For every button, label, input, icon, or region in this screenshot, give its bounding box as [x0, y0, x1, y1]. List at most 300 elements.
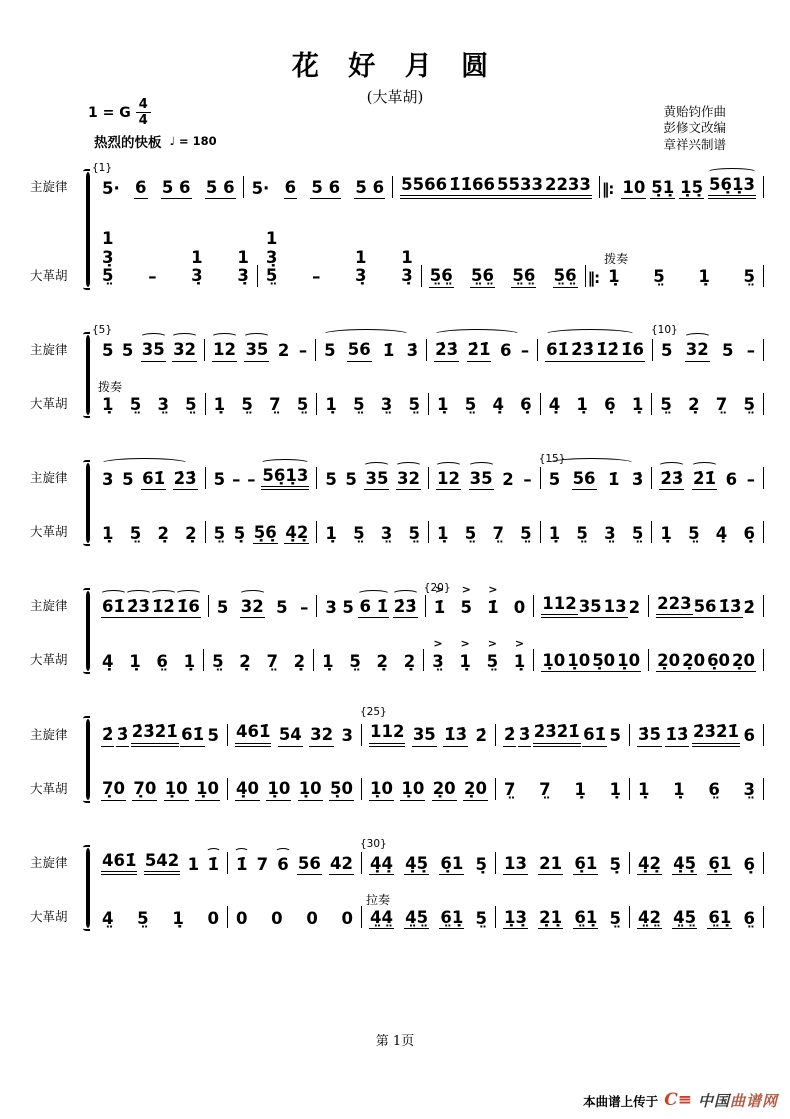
note-token: 7̣0: [101, 780, 126, 800]
measure: [362, 892, 495, 929]
note-token: 3̤ >: [431, 653, 444, 672]
note-token: 56̣1̣3: [708, 176, 756, 199]
note-token: 3̇: [631, 469, 644, 489]
note-token: 5̤: [475, 908, 487, 928]
part-label-gehu: 大革胡: [30, 395, 68, 411]
note-token: 6̤: [156, 652, 168, 672]
note-token: 1̣0: [195, 780, 220, 800]
gehu-line: [30, 375, 764, 416]
page-number: 第 1页: [375, 1034, 415, 1049]
measure: [205, 341, 315, 361]
note-token: 6̣1: [707, 855, 732, 875]
key-text: 1 = G: [88, 104, 131, 121]
system-brace-icon: [86, 463, 90, 543]
note-token: 1̣: [574, 780, 586, 800]
key-signature: [88, 98, 151, 127]
melody-line: [30, 158, 764, 199]
note-token: 3̤: [380, 523, 393, 543]
measure: [423, 582, 533, 618]
chord-token: [190, 249, 203, 288]
note-token: –: [232, 469, 241, 489]
tempo-bpm: ♩ = 180: [169, 134, 217, 148]
measure: [649, 595, 763, 618]
note-token: 5: [213, 469, 226, 489]
measure: [652, 396, 763, 415]
note-token: 5̤: [631, 523, 644, 543]
upload-prefix: 本曲谱上传于: [583, 1093, 659, 1109]
measure: [541, 396, 652, 415]
measure: [94, 380, 205, 415]
credit-arranger: 彭修文改编: [663, 120, 726, 136]
note-token: 6: [499, 341, 512, 361]
note-token: 5: [216, 598, 229, 618]
note-token: 5̤: [349, 652, 361, 672]
score-system: [30, 449, 764, 544]
note-token: 13: [503, 855, 528, 875]
note-token: 1̣: [102, 395, 114, 415]
note-token: 5̤: [653, 267, 665, 287]
system-brace-icon: [86, 848, 90, 928]
measure: [538, 341, 652, 361]
note-token: 1̇6: [620, 341, 645, 361]
score-system: [30, 705, 764, 800]
note-token: 0: [236, 908, 248, 928]
barline: [599, 176, 600, 198]
note-token: 7̤: [504, 780, 516, 800]
melody-line: [30, 705, 764, 746]
measure: [317, 598, 424, 618]
measure: [496, 723, 629, 746]
score-system: [30, 321, 764, 416]
note-token: 1̣3̣: [503, 909, 528, 929]
note-token: 1̣: [673, 780, 685, 800]
part-label-gehu: 大革胡: [30, 524, 68, 540]
note-token: 3̤: [743, 780, 755, 800]
note-token: 6 1̇: [358, 598, 389, 618]
note-token: 56: [297, 855, 322, 875]
note-token: 2: [628, 598, 641, 618]
measure: [630, 855, 763, 875]
barline: [763, 467, 764, 489]
note-token: 112: [541, 595, 577, 618]
part-label-gehu: 大革胡: [30, 652, 68, 668]
measure: [94, 910, 227, 929]
note-token: 1̣: [172, 908, 184, 928]
measure: [94, 780, 227, 800]
note-token: 1̣0: [400, 780, 425, 800]
note-token: 4̤2̤: [637, 909, 662, 929]
note-token: 4̣2̣: [284, 524, 309, 544]
credit-composer: 黄贻钧作曲: [663, 104, 726, 119]
note-token: 5: [609, 726, 621, 746]
note-token: 0: [207, 908, 219, 928]
note-token: –: [746, 469, 755, 489]
measure: [94, 598, 208, 618]
note-token: 56: [693, 598, 718, 618]
note-token: 56: [347, 341, 372, 361]
note-token: 61̇: [101, 598, 126, 618]
note-token: –: [312, 267, 321, 287]
note-token: 35: [141, 341, 166, 361]
note-token: 1̣: [631, 395, 644, 415]
measure: [317, 525, 428, 544]
chord-note: 1: [265, 229, 278, 249]
note-token: 6̣: [743, 854, 755, 874]
note-token: 5̤: [688, 523, 700, 543]
note-token: 7̤: [539, 780, 551, 800]
measure: [258, 230, 421, 287]
note-token: 5̤: [743, 267, 755, 287]
note-token: 5̤: [185, 395, 197, 415]
chord-note: 5̤: [102, 266, 114, 286]
watermark: [583, 1090, 778, 1111]
note-token: 2̣: [403, 652, 416, 672]
note-token: 2̣: [376, 652, 388, 672]
slur-arc: [544, 329, 636, 340]
measure: [630, 723, 763, 746]
note-token: 2̣0: [656, 652, 681, 672]
note-token: 3̇: [406, 341, 419, 361]
tempo-text: 热烈的快板: [94, 135, 162, 151]
note-token: 5̤ >: [486, 653, 499, 672]
chord-note: 1: [191, 247, 203, 267]
note-token: –: [523, 469, 532, 489]
note-token: 2̣: [157, 523, 169, 543]
note-token: 35: [244, 341, 269, 361]
note-token: 5: [121, 341, 134, 361]
chord-note: 3̣: [237, 266, 249, 286]
barline: [763, 176, 764, 198]
slur-arc: [322, 329, 410, 340]
note-token: 5: [102, 341, 114, 361]
note-token: 2̇3̇: [393, 598, 418, 618]
performance-label: 拨奏: [604, 252, 629, 267]
note-token: 3̤: [604, 523, 616, 543]
note-token: 6: [743, 726, 755, 746]
note-token: 1̣: [548, 523, 561, 543]
chord-token: [101, 230, 114, 287]
note-token: 5 6: [161, 179, 192, 199]
note-token: 223: [656, 595, 692, 618]
system-brace-icon: [86, 719, 90, 799]
site-name-red: 曲谱网: [729, 1092, 778, 1110]
note-token: 5̤: [212, 652, 224, 672]
note-token: 2̇: [503, 726, 516, 746]
note-token: 61̇: [141, 470, 166, 490]
note-token: 1̇1̇66: [448, 176, 496, 199]
note-token: 4̣: [715, 523, 728, 543]
site-name-dark: 中国: [697, 1092, 730, 1110]
measure: [206, 524, 317, 544]
note-token: 5: [661, 341, 673, 361]
note-token: 1̣: [576, 395, 588, 415]
measure: [316, 341, 426, 361]
measure: [209, 598, 316, 618]
note-token: 6̣1: [573, 855, 598, 875]
note-token: 1̣: [608, 267, 620, 287]
note-token: 6̤: [743, 908, 755, 928]
note-token: 4̤4̤: [369, 909, 394, 929]
note-token: 1̣: [437, 395, 449, 415]
note-token: 1̣: [609, 780, 621, 800]
chord-note: 3̣: [102, 247, 114, 267]
note-token: 13: [603, 598, 628, 618]
measure-number: {15}: [538, 452, 566, 465]
note-token: 1̇2̇: [151, 598, 176, 618]
barline: [763, 852, 764, 874]
note-token: –: [746, 341, 756, 361]
chord-note: 5̤: [265, 266, 278, 286]
note-token: 2233: [544, 176, 592, 199]
note-token: 7: [256, 854, 269, 874]
note-token: 1̣: [638, 780, 650, 800]
quarter-note-icon: ♩: [169, 134, 175, 148]
note-token: 5̤: [408, 523, 420, 543]
tempo-marking: [94, 131, 217, 151]
note-token: –: [298, 341, 308, 361]
note-token: 112: [369, 723, 405, 746]
note-token: 5̤: [129, 395, 142, 415]
measure: [92, 162, 243, 199]
note-token: 1̣: [437, 523, 449, 543]
note-token: 5̣6̣: [253, 524, 278, 544]
note-token: 5̤: [408, 395, 420, 415]
note-token: 56: [572, 470, 597, 490]
note-token: 1̇: [607, 469, 620, 489]
note-token: 5: [276, 598, 288, 618]
note-token: 5̤: [464, 395, 477, 415]
note-token: 5: [122, 469, 134, 489]
part-label-melody: 主旋律: [30, 598, 68, 614]
measure: [228, 910, 361, 929]
note-token: 1̣: [183, 652, 196, 672]
note-token: 7̤: [266, 652, 278, 672]
note-token: 2̇: [101, 726, 114, 746]
note-token: 32: [309, 726, 334, 746]
note-token: 6̤: [708, 780, 720, 800]
measure: [228, 723, 361, 746]
note-token: 6: [134, 179, 147, 199]
note-token: 1̣: [129, 652, 141, 672]
note-token: 5533: [496, 176, 544, 199]
note-token: 1̣0: [616, 652, 641, 672]
note-token: 12: [436, 470, 461, 490]
chord-note: 3̣: [355, 266, 367, 286]
note-token: 32: [172, 341, 197, 361]
measure: [94, 723, 227, 746]
note-token: 5·: [102, 179, 120, 198]
measure: [649, 652, 763, 672]
chord-token: [400, 249, 413, 288]
note-token: 5̣: [475, 854, 487, 874]
note-token: 7̤: [715, 395, 728, 415]
note-token: 2̇1̇: [692, 470, 717, 490]
measure: [538, 452, 652, 490]
note-token: 4̤5̤: [404, 909, 429, 929]
note-token: 3̇: [518, 726, 531, 746]
measure: [94, 525, 205, 544]
note-token: 5̤: [520, 523, 532, 543]
measure: [314, 653, 423, 672]
barline: [763, 778, 764, 800]
gehu-line: [30, 888, 764, 929]
note-token: 2̇3̇: [173, 470, 198, 490]
note-token: 4̣5̣: [404, 855, 429, 875]
melody-line: [30, 577, 764, 618]
note-token: 6̣: [743, 523, 755, 543]
barline: [763, 339, 764, 361]
measure: [534, 652, 648, 672]
note-token: 6̤1̣: [707, 909, 732, 929]
note-token: 12: [212, 341, 237, 361]
site-name: [698, 1090, 778, 1111]
measure: [204, 653, 313, 672]
note-token: 1̣: [322, 652, 334, 672]
note-token: 1̣: [325, 523, 337, 543]
note-token: 5̤6̤: [511, 267, 536, 287]
note-token: 42: [329, 855, 354, 875]
note-token: 4̣: [548, 395, 561, 415]
note-token: 461̇: [101, 852, 137, 875]
note-token: 6̤1̣: [573, 909, 598, 929]
note-token: 1̣: [660, 523, 672, 543]
part-label-gehu: 大革胡: [30, 780, 68, 796]
note-token: 35: [578, 598, 603, 618]
page-title: 花 好 月 圆: [291, 51, 499, 82]
note-token: 6̣0: [706, 652, 731, 672]
note-token: 3̇5̇: [637, 726, 662, 746]
gehu-line: [30, 631, 764, 672]
chord-note: 1: [102, 229, 114, 249]
note-token: 3: [341, 726, 353, 746]
header: [0, 0, 790, 152]
chord-token: [354, 249, 367, 288]
note-token: 5̤: [296, 395, 309, 415]
measure-number: {10}: [651, 324, 678, 337]
slur-arc: [547, 458, 636, 469]
note-token: 32: [240, 598, 265, 618]
gehu-line: [30, 212, 764, 287]
note-token: 10: [621, 179, 646, 199]
note-token: 1̣: [213, 395, 226, 415]
score-system: [30, 577, 764, 672]
performance-label: 拉奏: [366, 892, 391, 907]
note-token: 1̇: [382, 341, 395, 361]
measure-number: {25}: [360, 706, 387, 719]
note-token: 1̇ >: [433, 599, 446, 618]
note-token: 2̣: [688, 395, 700, 415]
note-token: 5̤6̤: [429, 267, 454, 287]
note-token: 4̣2̣: [637, 855, 662, 875]
note-token: –: [300, 598, 309, 618]
note-token: 5̣: [233, 523, 246, 543]
note-token: 1̣0: [369, 780, 394, 800]
note-token: 5 6: [354, 179, 385, 199]
measure: [614, 176, 763, 199]
score-system: [30, 834, 764, 929]
barline: [763, 724, 764, 746]
note-token: 5566: [400, 176, 448, 199]
note-token: 3: [325, 598, 337, 618]
note-token: 1̣ >: [458, 653, 471, 672]
note-token: 35: [412, 726, 437, 746]
note-token: 1̇: [236, 854, 248, 874]
note-token: 2̇3̇: [126, 598, 151, 618]
page-subtitle: (大革胡): [366, 88, 424, 106]
note-token: 3̤: [380, 395, 393, 415]
note-token: 35: [364, 470, 389, 490]
note-token: 5̤6̤: [470, 267, 495, 287]
note-token: 4̤: [102, 908, 114, 928]
time-signature: [136, 98, 151, 127]
measure: [92, 324, 204, 361]
site-logo-icon: C≡: [664, 1090, 692, 1110]
note-token: 1̣0: [298, 780, 323, 800]
barline: [763, 595, 764, 617]
note-token: 4̤5̤: [672, 909, 697, 929]
note-token: 32: [396, 470, 421, 490]
note-token: 2̣: [293, 652, 306, 672]
note-token: 5 6: [310, 179, 341, 199]
gehu-line: [30, 760, 764, 801]
note-token: 6: [284, 179, 297, 199]
part-label-melody: 主旋律: [30, 470, 68, 486]
note-token: 5: [345, 469, 357, 489]
note-token: 4̣0: [235, 780, 260, 800]
measure: [94, 653, 203, 672]
note-token: 2̣: [185, 523, 197, 543]
measure: [206, 467, 317, 490]
note-token: 4̣4̣: [369, 855, 394, 875]
measure: [360, 837, 495, 875]
note-token: 2̣0: [463, 780, 488, 800]
chord-note: 1: [237, 247, 249, 267]
note-token: 5: [722, 341, 734, 361]
note-token: 5̤: [353, 523, 365, 543]
note-token: 2̣0: [731, 652, 756, 672]
melody-line: [30, 449, 764, 490]
measure: [429, 525, 540, 544]
note-token: 1̣: [698, 267, 710, 287]
note-token: 5: [324, 341, 336, 361]
note-token: 3: [102, 469, 114, 489]
measure: [94, 852, 227, 875]
note-token: 1̣ >: [513, 653, 526, 672]
slur-arc: [433, 329, 521, 340]
note-token: –: [520, 341, 530, 361]
note-token: 2̇3̇2̇1̇: [533, 723, 581, 746]
note-token: 1̣: [325, 395, 337, 415]
chord-token: [236, 249, 249, 288]
measure: [317, 470, 428, 490]
note-token: 6: [277, 854, 289, 874]
measure: [541, 525, 652, 544]
measure: [362, 780, 495, 800]
note-token: 1̣0: [541, 652, 566, 672]
measure: [228, 855, 361, 875]
note-token: 35: [469, 470, 494, 490]
note-token: 2: [502, 469, 514, 489]
barline: [763, 265, 764, 287]
note-token: 0: [306, 908, 318, 928]
measure-number: {20}: [423, 582, 451, 595]
note-token: 1̇3̇: [665, 726, 690, 746]
system-brace-icon: [86, 335, 90, 415]
note-token: 1̣0: [266, 780, 291, 800]
note-token: 4̣: [492, 395, 504, 415]
note-token: 1̣5̣: [679, 179, 704, 199]
note-token: 5̤: [743, 395, 755, 415]
